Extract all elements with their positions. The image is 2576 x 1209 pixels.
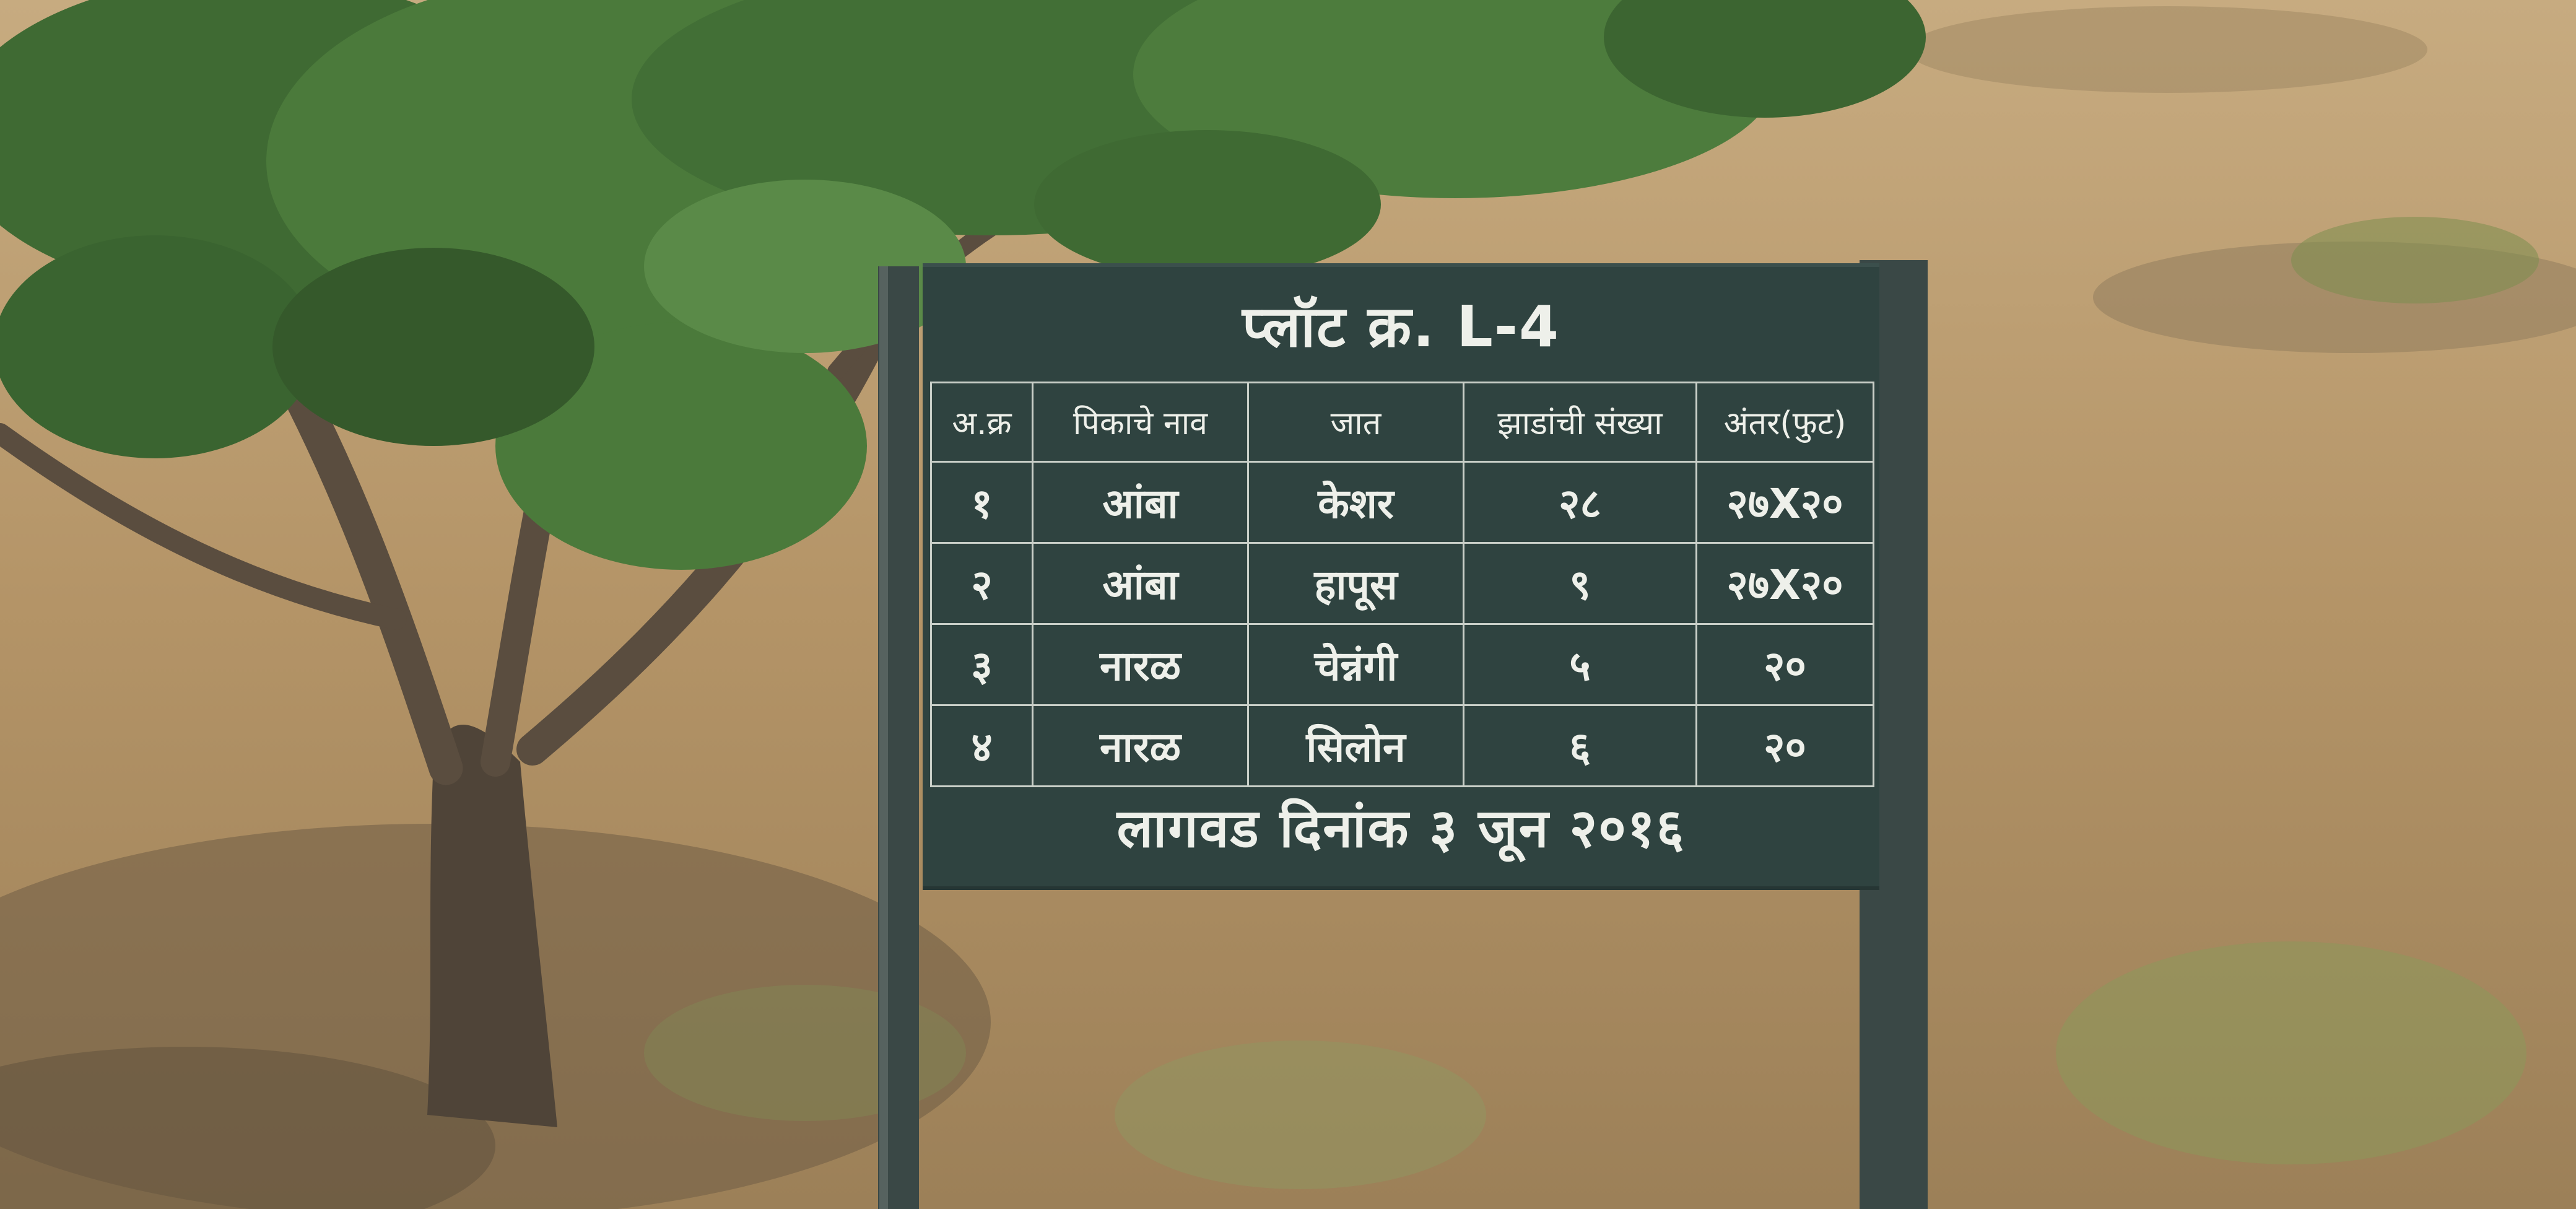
table-row: [931, 543, 1874, 624]
header-spacing: अंतर(फुट): [1697, 383, 1874, 462]
header-serial: अ.क्र: [931, 383, 1033, 462]
header-crop-name: पिकाचे नाव: [1033, 383, 1248, 462]
cell-variety: सिलोन: [1248, 705, 1464, 787]
planting-date: लागवड दिनांक ३ जून २०१६: [1116, 798, 1686, 860]
grass-patch: [1115, 1041, 1486, 1189]
table-row: [931, 705, 1874, 787]
cell-serial: २: [931, 543, 1033, 624]
cell-serial: १: [931, 462, 1033, 543]
cell-crop: आंबा: [1033, 543, 1248, 624]
cell-variety: हापूस: [1248, 543, 1464, 624]
plant-table: [930, 382, 1874, 787]
cell-spacing: २७X२०: [1697, 462, 1874, 543]
tree-foliage: [1034, 130, 1381, 279]
ground-shadow: [1907, 6, 2427, 93]
cell-variety: केशर: [1248, 462, 1464, 543]
tree-foliage: [0, 235, 316, 458]
cell-count: ९: [1464, 543, 1697, 624]
table-row: [931, 624, 1874, 705]
cell-crop: नारळ: [1033, 624, 1248, 705]
cell-crop: आंबा: [1033, 462, 1248, 543]
cell-serial: ३: [931, 624, 1033, 705]
cell-variety: चेन्नंगी: [1248, 624, 1464, 705]
table-header-row: [931, 383, 1874, 462]
tree-foliage: [272, 248, 594, 446]
grass-patch: [2291, 217, 2539, 303]
cell-spacing: २७X२०: [1697, 543, 1874, 624]
cell-crop: नारळ: [1033, 705, 1248, 787]
sign-title: प्लॉट क्र. L-4: [1242, 294, 1560, 360]
sign-post-highlight: [879, 266, 888, 1209]
header-tree-count: झाडांची संख्या: [1464, 383, 1697, 462]
grass-patch: [2056, 941, 2526, 1164]
table-row: [931, 462, 1874, 543]
cell-spacing: २०: [1697, 705, 1874, 787]
plot-sign-board: [923, 263, 1879, 890]
cell-count: २८: [1464, 462, 1697, 543]
cell-count: ५: [1464, 624, 1697, 705]
cell-spacing: २०: [1697, 624, 1874, 705]
cell-serial: ४: [931, 705, 1033, 787]
cell-count: ६: [1464, 705, 1697, 787]
header-variety: जात: [1248, 383, 1464, 462]
